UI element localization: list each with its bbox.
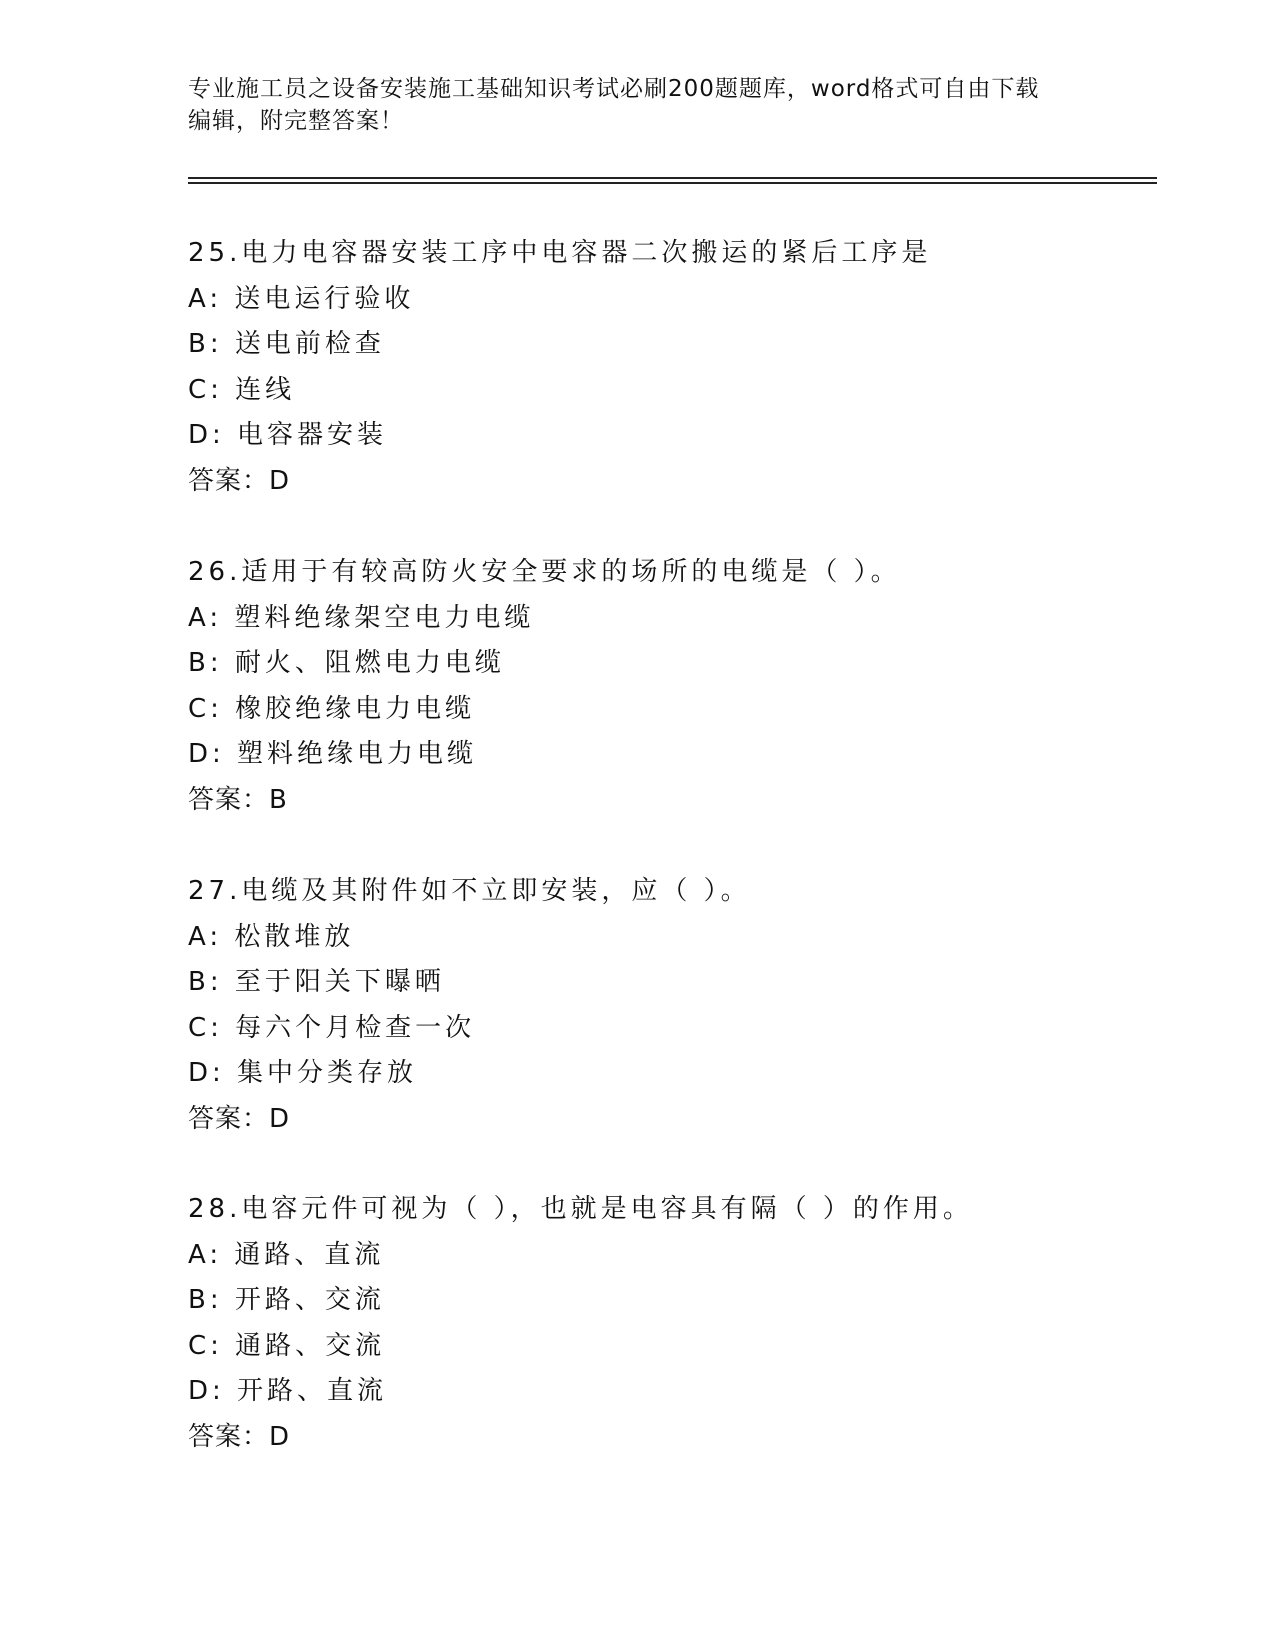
question-stem: 28.电容元件可视为（ ），也就是电容具有隔（ ）的作用。	[188, 1194, 973, 1224]
option-c: C: 每六个月检查一次	[188, 1012, 476, 1043]
option-b: B: 耐火、阻燃电力电缆	[188, 648, 505, 678]
header-divider-bottom	[188, 182, 1157, 184]
option-b: B: 送电前检查	[188, 329, 385, 359]
question-27	[188, 869, 1148, 1142]
answer: 答案：B	[188, 784, 288, 815]
option-a: A: 通路、直流	[188, 1239, 385, 1270]
option-a: A: 送电运行验收	[188, 283, 415, 314]
option-d: D: 开路、直流	[188, 1376, 388, 1406]
header-divider-top	[188, 177, 1157, 179]
answer: 答案：D	[188, 1103, 291, 1134]
option-d: D: 集中分类存放	[188, 1058, 418, 1088]
option-c: C: 连线	[188, 374, 296, 405]
option-a: A: 松散堆放	[188, 921, 355, 952]
option-d: D: 电容器安装	[188, 420, 388, 450]
question-stem: 26.适用于有较高防火安全要求的场所的电缆是（ ）。	[188, 557, 901, 587]
option-a: A: 塑料绝缘架空电力电缆	[188, 602, 535, 633]
header-line-2: 编辑，附完整答案！	[188, 108, 404, 134]
option-b: B: 开路、交流	[188, 1285, 385, 1315]
question-28	[188, 1187, 1148, 1460]
answer: 答案：D	[188, 465, 291, 496]
option-c: C: 通路、交流	[188, 1330, 386, 1361]
option-c: C: 橡胶绝缘电力电缆	[188, 693, 476, 724]
header-line-1: 专业施工员之设备安装施工基础知识考试必刷200题题库，word格式可自由下载	[188, 76, 1040, 102]
question-stem: 25.电力电容器安装工序中电容器二次搬运的紧后工序是	[188, 238, 932, 268]
answer: 答案：D	[188, 1421, 291, 1452]
question-26	[188, 550, 1148, 823]
option-b: B: 至于阳关下曝晒	[188, 967, 445, 997]
option-d: D: 塑料绝缘电力电缆	[188, 739, 478, 769]
question-25	[188, 231, 1148, 504]
question-stem: 27.电缆及其附件如不立即安装，应（ ）。	[188, 876, 751, 906]
document-header	[188, 73, 1068, 137]
